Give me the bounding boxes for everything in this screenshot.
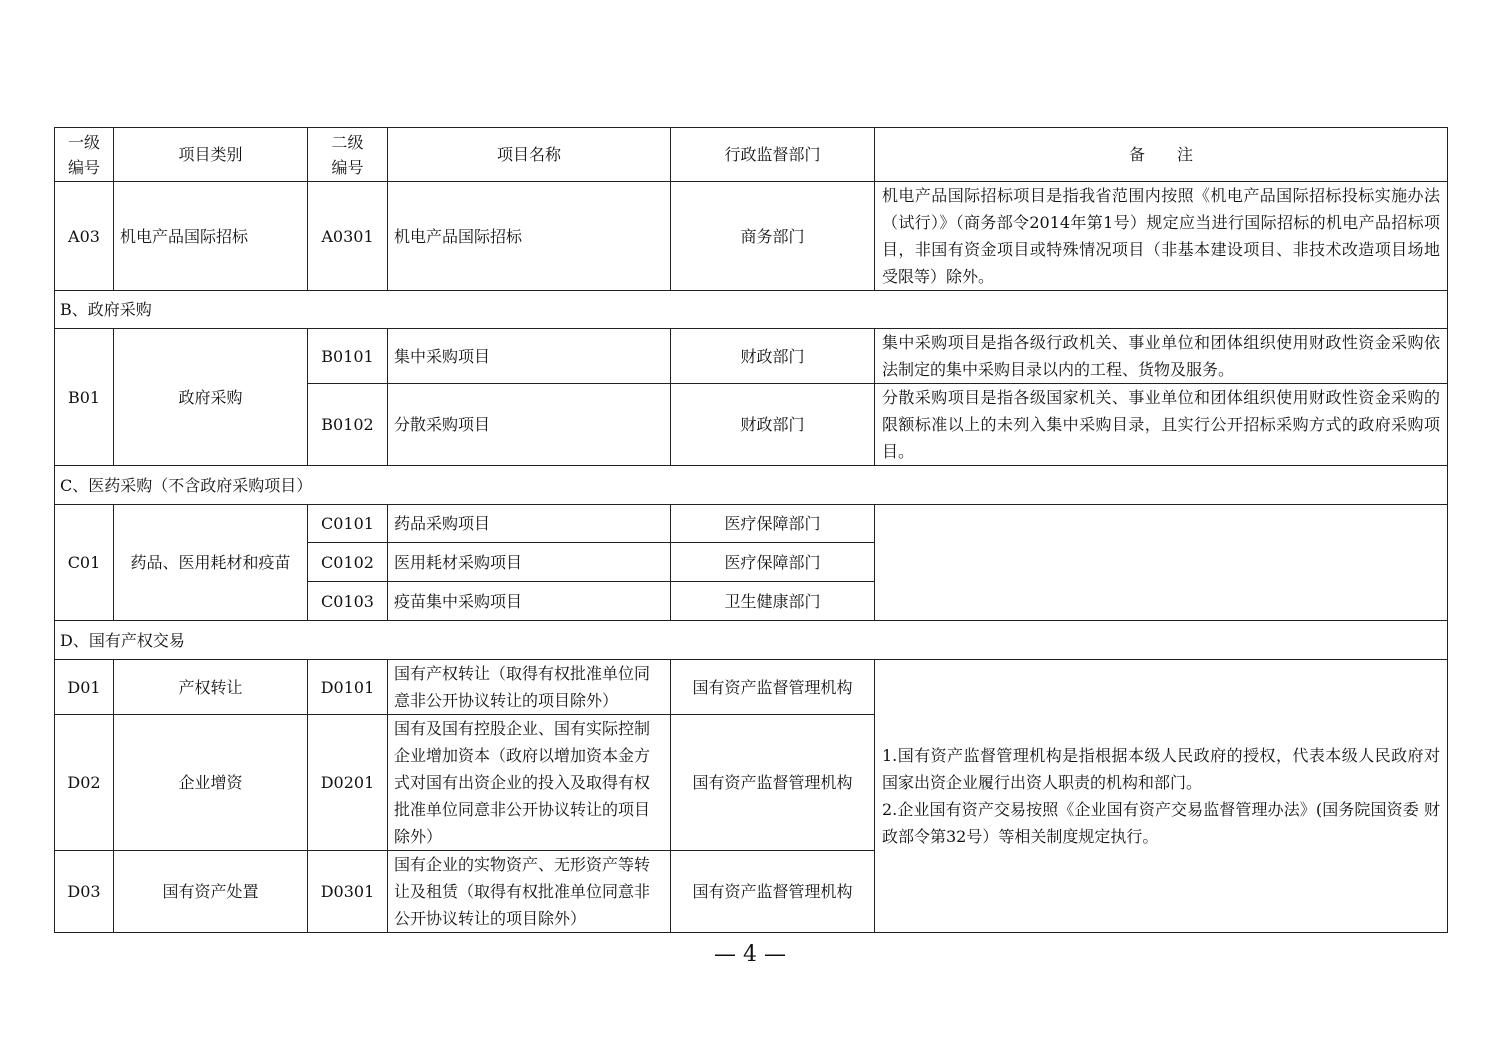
header-remarks: 备 注: [875, 128, 1448, 182]
project-name: 分散采购项目: [388, 384, 671, 466]
level2-code: A0301: [308, 182, 388, 291]
section-row: [55, 621, 1448, 660]
level1-code: D01: [55, 660, 114, 715]
project-name: 国有及国有控股企业、国有实际控制企业增加资本（政府以增加资本金方式对国有出资企业的投入及取得有权批准单位同意非公开协议转让的项目除外）: [388, 715, 671, 851]
supervising-dept: 商务部门: [671, 182, 875, 291]
remarks: 集中采购项目是指各级行政机关、事业单位和团体组织使用财政性资金采购依法制定的集中采购目录以内的工程、货物及服务。: [875, 329, 1448, 384]
project-name: 疫苗集中采购项目: [388, 582, 671, 621]
table-row: [55, 505, 1448, 543]
supervising-dept: 医疗保障部门: [671, 505, 875, 543]
category: 政府采购: [114, 329, 308, 466]
supervising-dept: 医疗保障部门: [671, 543, 875, 582]
level2-code: C0102: [308, 543, 388, 582]
table-row: [55, 182, 1448, 291]
header-supervising-dept: 行政监督部门: [671, 128, 875, 182]
section-title-d: D、国有产权交易: [55, 621, 1448, 660]
level2-code: B0101: [308, 329, 388, 384]
project-table: [54, 127, 1448, 933]
category: 国有资产处置: [114, 851, 308, 933]
remarks: 机电产品国际招标项目是指我省范围内按照《机电产品国际招标投标实施办法（试行）》（商务部令2014年第1号）规定应当进行国际招标的机电产品招标项目，非国有资金项目或特殊情况项目（非基本建设项目、非技术改造项目场地受限等）除外。: [875, 182, 1448, 291]
level1-code: D03: [55, 851, 114, 933]
project-name: 国有企业的实物资产、无形资产等转让及租赁（取得有权批准单位同意非公开协议转让的项目除外）: [388, 851, 671, 933]
supervising-dept: 财政部门: [671, 329, 875, 384]
category: 药品、医用耗材和疫苗: [114, 505, 308, 621]
level2-code: D0301: [308, 851, 388, 933]
table-row: [55, 660, 1448, 715]
remarks: [875, 660, 1448, 933]
level1-code: C01: [55, 505, 114, 621]
remarks: 分散采购项目是指各级国家机关、事业单位和团体组织使用财政性资金采购的限额标准以上的未列入集中采购目录，且实行公开招标采购方式的政府采购项目。: [875, 384, 1448, 466]
level1-code: D02: [55, 715, 114, 851]
project-name: 国有产权转让（取得有权批准单位同意非公开协议转让的项目除外）: [388, 660, 671, 715]
supervising-dept: 财政部门: [671, 384, 875, 466]
level2-code: D0101: [308, 660, 388, 715]
remarks-item-1: 1.国有资产监督管理机构是指根据本级人民政府的授权，代表本级人民政府对国家出资企业履行出资人职责的机构和部门。: [882, 746, 1440, 792]
header-level2-code: 二级 编号: [308, 128, 388, 182]
header-project-name: 项目名称: [388, 128, 671, 182]
table-header-row: [55, 128, 1448, 182]
category: 企业增资: [114, 715, 308, 851]
page-number: — 4 —: [714, 942, 786, 967]
header-category: 项目类别: [114, 128, 308, 182]
project-name: 医用耗材采购项目: [388, 543, 671, 582]
level2-code: C0103: [308, 582, 388, 621]
project-name: 机电产品国际招标: [388, 182, 671, 291]
supervising-dept: 卫生健康部门: [671, 582, 875, 621]
remarks-item-2: 2.企业国有资产交易按照《企业国有资产交易监督管理办法》(国务院国资委 财政部令第32号）等相关制度规定执行。: [882, 800, 1440, 846]
level2-code: D0201: [308, 715, 388, 851]
section-title-b: B、政府采购: [55, 291, 1448, 329]
category: 产权转让: [114, 660, 308, 715]
remarks-empty: [875, 505, 1448, 621]
section-row: [55, 291, 1448, 329]
supervising-dept: 国有资产监督管理机构: [671, 715, 875, 851]
level1-code: A03: [55, 182, 114, 291]
table-row: [55, 329, 1448, 384]
level2-code: C0101: [308, 505, 388, 543]
project-name: 药品采购项目: [388, 505, 671, 543]
supervising-dept: 国有资产监督管理机构: [671, 851, 875, 933]
project-name: 集中采购项目: [388, 329, 671, 384]
section-title-c: C、医药采购（不含政府采购项目）: [55, 466, 1448, 505]
header-level1-code: 一级 编号: [55, 128, 114, 182]
category: 机电产品国际招标: [114, 182, 308, 291]
supervising-dept: 国有资产监督管理机构: [671, 660, 875, 715]
level2-code: B0102: [308, 384, 388, 466]
section-row: [55, 466, 1448, 505]
level1-code: B01: [55, 329, 114, 466]
